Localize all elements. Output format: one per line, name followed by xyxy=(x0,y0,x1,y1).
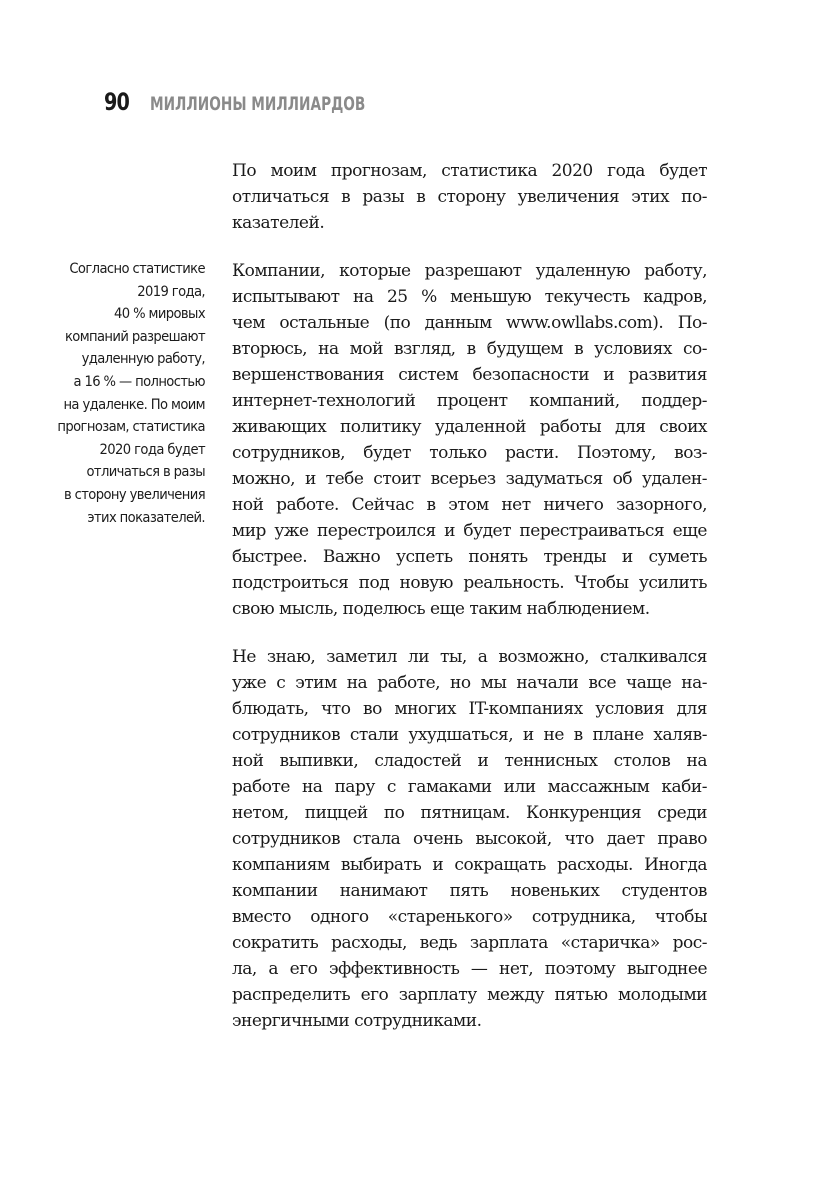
text-line: сократить расходы, ведь зарплата «старичка» рос- xyxy=(232,933,707,953)
margin-note-line: 2020 года будет xyxy=(99,440,205,458)
margin-note-line: 40 % мировых xyxy=(114,305,205,323)
text-line: ной выпивки, сладостей и теннисных столов на xyxy=(232,751,707,771)
text-line: испытывают на 25 % меньшую текучесть кадров, xyxy=(232,287,707,307)
paragraph xyxy=(232,158,707,236)
margin-note-line: на удаленке. По моим xyxy=(63,395,205,413)
text-line: ной работе. Сейчас в этом нет ничего зазорного, xyxy=(232,495,707,515)
text-line: быстрее. Важно успеть понять тренды и суметь xyxy=(232,547,707,567)
text-line: компаниям выбирать и сокращать расходы. Иногда xyxy=(232,855,707,875)
text-line: энергичными сотрудниками. xyxy=(232,1011,482,1031)
paragraph xyxy=(232,644,707,1034)
text-line: подстроиться под новую реальность. Чтобы усилить xyxy=(232,573,707,593)
margin-note-line: отличаться в разы xyxy=(86,463,205,481)
text-line: вершенствования систем безопасности и развития xyxy=(232,365,707,385)
margin-note xyxy=(15,258,205,529)
margin-note-line: в сторону увеличения xyxy=(63,485,205,503)
margin-note-line: прогнозам, статистика xyxy=(57,418,205,436)
text-line: сотрудников стали ухудшаться, и не в плане халяв- xyxy=(232,725,707,745)
text-line: свою мысль, поделюсь еще таким наблюдением. xyxy=(232,599,650,619)
text-line: распределить его зарплату между пятью молодыми xyxy=(232,985,707,1005)
text-line: блюдать, что во многих IT-компаниях условия для xyxy=(232,699,707,719)
text-line: казателей. xyxy=(232,213,325,233)
margin-note-line: этих показателей. xyxy=(87,508,205,526)
text-line: компании нанимают пять новеньких студентов xyxy=(232,881,707,901)
text-line: отличаться в разы в сторону увеличения этих по- xyxy=(232,187,707,207)
running-title: МИЛЛИОНЫ МИЛЛИАРДОВ xyxy=(150,93,366,115)
text-line: работе на пару с гамаками или массажным каби- xyxy=(232,777,707,797)
text-line: сотрудников, будет только расти. Поэтому, воз- xyxy=(232,443,707,463)
text-line: можно, и тебе стоит всерьез задуматься об удален- xyxy=(232,469,707,489)
page-header xyxy=(104,88,449,116)
text-line: По моим прогнозам, статистика 2020 года будет xyxy=(232,161,707,181)
text-line: сотрудников стала очень высокой, что дает право xyxy=(232,829,707,849)
page-number: 90 xyxy=(104,88,130,116)
text-line: чем остальные (по данным www.owllabs.com). По- xyxy=(232,313,707,333)
margin-note-line: 2019 года, xyxy=(137,282,205,300)
text-line: интернет-технологий процент компаний, поддер- xyxy=(232,391,707,411)
text-line: уже с этим на работе, но мы начали все чаще на- xyxy=(232,673,707,693)
margin-note-line: а 16 % — полностью xyxy=(73,372,205,390)
margin-note-line: компаний разрешают xyxy=(64,327,205,345)
text-line: вместо одного «старенького» сотрудника, чтобы xyxy=(232,907,707,927)
text-line: Не знаю, заметил ли ты, а возможно, сталкивался xyxy=(232,647,707,667)
margin-note-line: Согласно статистике xyxy=(69,260,205,277)
margin-note-line: удаленную работу, xyxy=(81,350,205,368)
text-line: Компании, которые разрешают удаленную работу, xyxy=(232,261,707,281)
text-line: живающих политику удаленной работы для своих xyxy=(232,417,707,437)
paragraph xyxy=(232,258,707,622)
body-text xyxy=(232,158,707,1056)
text-line: мир уже перестроился и будет перестраиваться еще xyxy=(232,521,707,541)
text-line: нетом, пиццей по пятницам. Конкуренция среди xyxy=(232,803,707,823)
text-line: ла, а его эффективность — нет, поэтому выгоднее xyxy=(232,959,707,979)
text-line: вторюсь, на мой взгляд, в будущем в условиях со- xyxy=(232,339,707,359)
